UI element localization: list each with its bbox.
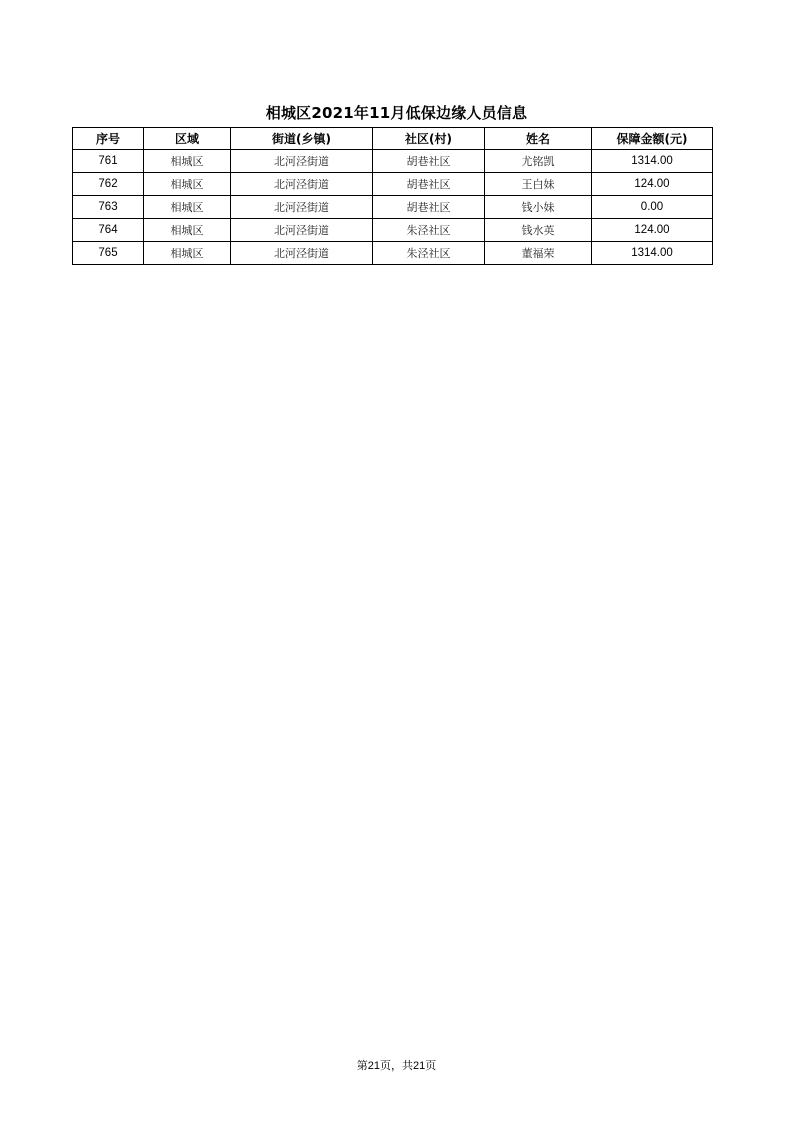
- cell-amount: 124.00: [592, 219, 713, 242]
- footer-current-page: 21: [367, 1060, 380, 1072]
- cell-index: 764: [73, 219, 144, 242]
- cell-district: 相城区: [144, 173, 231, 196]
- cell-community: 胡巷社区: [373, 150, 485, 173]
- cell-amount: 0.00: [592, 196, 713, 219]
- cell-name: 王白妹: [485, 173, 592, 196]
- cell-street: 北河泾街道: [231, 242, 373, 265]
- cell-amount: 124.00: [592, 173, 713, 196]
- cell-index: 763: [73, 196, 144, 219]
- column-header-community: 社区(村): [373, 128, 485, 150]
- page-title: 相城区2021年11月低保边缘人员信息: [265, 104, 528, 122]
- cell-name: 董福荣: [485, 242, 592, 265]
- cell-amount: 1314.00: [592, 150, 713, 173]
- cell-district: 相城区: [144, 196, 231, 219]
- cell-index: 762: [73, 173, 144, 196]
- column-header-index: 序号: [73, 128, 144, 150]
- footer-total-pages: 21: [413, 1060, 426, 1072]
- cell-name: 尤铭凯: [485, 150, 592, 173]
- page-footer: [0, 1058, 793, 1074]
- cell-district: 相城区: [144, 219, 231, 242]
- cell-community: 朱泾社区: [373, 242, 485, 265]
- cell-index: 765: [73, 242, 144, 265]
- footer-prefix: 第: [356, 1059, 368, 1072]
- column-header-district: 区域: [144, 128, 231, 150]
- column-header-street: 街道(乡镇): [231, 128, 373, 150]
- footer-suffix: 页: [425, 1059, 437, 1072]
- table-row: [73, 173, 713, 196]
- footer-middle: 页，共: [380, 1059, 413, 1072]
- cell-name: 钱小妹: [485, 196, 592, 219]
- cell-community: 胡巷社区: [373, 173, 485, 196]
- cell-district: 相城区: [144, 150, 231, 173]
- table-header-row: [73, 128, 713, 150]
- cell-street: 北河泾街道: [231, 150, 373, 173]
- cell-community: 朱泾社区: [373, 219, 485, 242]
- cell-community: 胡巷社区: [373, 196, 485, 219]
- cell-amount: 1314.00: [592, 242, 713, 265]
- cell-street: 北河泾街道: [231, 173, 373, 196]
- table-row: [73, 196, 713, 219]
- table-row: [73, 219, 713, 242]
- cell-street: 北河泾街道: [231, 196, 373, 219]
- recipients-table: [72, 127, 713, 265]
- column-header-name: 姓名: [485, 128, 592, 150]
- column-header-amount: 保障金额(元): [592, 128, 713, 150]
- cell-district: 相城区: [144, 242, 231, 265]
- cell-street: 北河泾街道: [231, 219, 373, 242]
- cell-name: 钱水英: [485, 219, 592, 242]
- table-row: [73, 242, 713, 265]
- cell-index: 761: [73, 150, 144, 173]
- table-row: [73, 150, 713, 173]
